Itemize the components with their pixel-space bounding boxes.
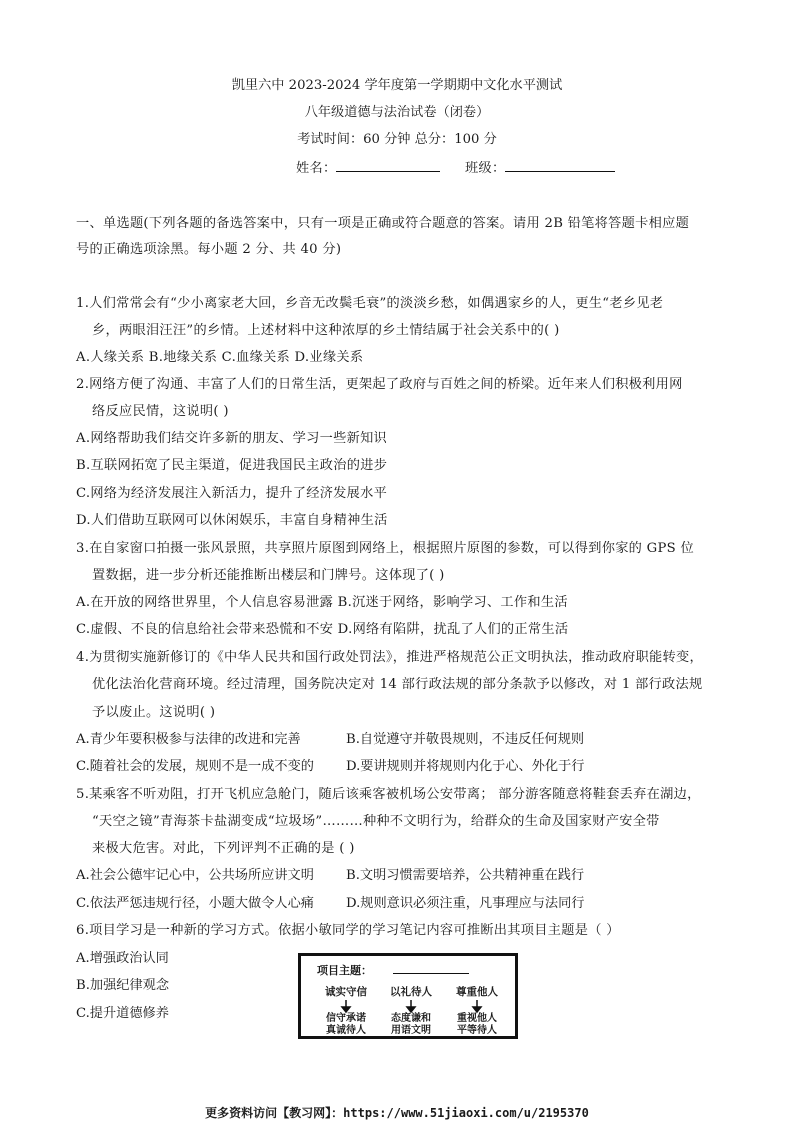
q5-stem-line3: 来极大危害。对此，下列评判不正确的是 ( ) <box>92 841 355 856</box>
q5-option-c[interactable]: C.依法严惩违规行径，小题大做令人心痛 <box>76 896 314 911</box>
exam-info: 考试时间：60 分钟 总分：100 分 <box>297 132 497 147</box>
figure-title: 项目主题： <box>317 964 372 977</box>
figure-col3-bottom-1: 重视他人 <box>457 1013 497 1024</box>
figure-col1-bottom-2: 真诚待人 <box>326 1025 366 1036</box>
q5-stem-line2: “天空之镜”青海茶卡盐湖变成“垃圾场”………种种不文明行为，给群众的生命及国家财产安全带 <box>92 814 660 829</box>
q5-stem-line1: 5.某乘客不听劝阻，打开飞机应急舱门，随后该乘客被机场公安带离； 部分游客随意将鞋套丢弃在湖边， <box>76 787 701 802</box>
class-field[interactable] <box>465 158 615 178</box>
figure-col2-bottom-2: 用语文明 <box>391 1025 431 1036</box>
q2-option-d[interactable]: D.人们借助互联网可以休闲娱乐，丰富自身精神生活 <box>76 513 388 528</box>
q2-option-c[interactable]: C.网络为经济发展注入新活力，提升了经济发展水平 <box>76 486 388 501</box>
q4-option-d[interactable]: D.要讲规则并将规则内化于心、外化于行 <box>346 759 585 774</box>
q6-stem-line1: 6.项目学习是一种新的学习方式。依据小敏同学的学习笔记内容可推断出其项目主题是（ ） <box>76 923 620 938</box>
q1-stem-line1: 1.人们常常会有“少小离家老大回，乡音无改鬓毛衰”的淡淡乡愁，如偶遇家乡的人，更生“老乡见老 <box>76 296 664 311</box>
q5-option-d[interactable]: D.规则意识必须注重，凡事理应与法同行 <box>346 896 585 911</box>
q3-options-ab[interactable]: A.在开放的网络世界里，个人信息容易泄露 B.沉迷于网络，影响学习、工作和生活 <box>76 595 568 610</box>
q3-stem-line1: 3.在自家窗口拍摄一张风景照，共享照片原图到网络上，根据照片原图的参数，可以得到你家的 GPS 位 <box>76 541 694 556</box>
name-blank[interactable] <box>336 158 440 172</box>
q2-option-a[interactable]: A.网络帮助我们结交许多新的朋友、学习一些新知识 <box>76 431 388 446</box>
q4-option-b[interactable]: B.自觉遵守并敬畏规则，不违反任何规则 <box>346 732 585 747</box>
figure-col3-top: 尊重他人 <box>456 986 498 998</box>
name-field[interactable] <box>296 158 440 178</box>
q4-stem-line1: 4.为贯彻实施新修订的《中华人民共和国行政处罚法》，推进严格规范公正文明执法，推动政府职能转变， <box>76 650 704 665</box>
q4-stem-line3: 予以废止。这说明( ) <box>92 705 216 720</box>
q5-option-b[interactable]: B.文明习惯需要培养，公共精神重在践行 <box>346 868 585 883</box>
exam-subtitle: 八年级道德与法治试卷（闭卷） <box>304 105 490 120</box>
figure-col3-bottom-2: 平等待人 <box>457 1025 497 1036</box>
q3-stem-line2: 置数据，进一步分析还能推断出楼层和门牌号。这体现了( ) <box>92 568 445 583</box>
study-note-figure <box>298 953 518 1039</box>
name-label: 姓名： <box>296 161 337 176</box>
figure-col2-bottom-1: 态度谦和 <box>391 1013 431 1024</box>
figure-col1-top: 诚实守信 <box>325 986 367 998</box>
section-intro-line2: 号的正确选项涂黑。每小题 2 分、共 40 分) <box>76 242 342 257</box>
q4-stem-line2: 优化法治化营商环境。经过清理，国务院决定对 14 部行政法规的部分条款予以修改，对 1 部行政法规 <box>92 677 703 692</box>
q4-option-c[interactable]: C.随着社会的发展，规则不是一成不变的 <box>76 759 314 774</box>
q3-options-cd[interactable]: C.虚假、不良的信息给社会带来恐慌和不安 D.网络有陷阱，扰乱了人们的正常生活 <box>76 622 569 637</box>
q1-stem-line2: 乡，两眼泪汪汪”的乡情。上述材料中这种浓厚的乡土情结属于社会关系中的( ) <box>92 323 560 338</box>
q6-option-b[interactable]: B.加强纪律观念 <box>76 978 170 993</box>
footer-link[interactable]: 更多资料访问【教习网】：https://www.51jiaoxi.com/u/2195370 <box>205 1106 589 1120</box>
figure-col1-bottom-1: 信守承诺 <box>326 1013 366 1024</box>
q2-option-b[interactable]: B.互联网拓宽了民主渠道，促进我国民主政治的进步 <box>76 458 388 473</box>
class-blank[interactable] <box>505 158 615 172</box>
q2-stem-line2: 络反应民情，这说明( ) <box>92 404 229 419</box>
section-intro-line1: 一、单选题(下列各题的备选答案中，只有一项是正确或符合题意的答案。请用 2B 铅笔将答题卡相应题 <box>76 216 690 231</box>
q6-option-a[interactable]: A.增强政治认同 <box>76 951 169 966</box>
figure-col2-top: 以礼待人 <box>390 986 432 998</box>
q2-stem-line1: 2.网络方便了沟通、丰富了人们的日常生活，更架起了政府与百姓之间的桥梁。近年来人们积极利用网 <box>76 377 683 392</box>
q1-options[interactable]: A.人缘关系 B.地缘关系 C.血缘关系 D.业缘关系 <box>76 350 364 365</box>
q5-option-a[interactable]: A.社会公德牢记心中，公共场所应讲文明 <box>76 868 314 883</box>
exam-title: 凯里六中 2023-2024 学年度第一学期期中文化水平测试 <box>231 78 563 93</box>
q6-option-c[interactable]: C.提升道德修养 <box>76 1006 169 1021</box>
class-label: 班级： <box>465 161 506 176</box>
q4-option-a[interactable]: A.青少年要积极参与法律的改进和完善 <box>76 732 301 747</box>
